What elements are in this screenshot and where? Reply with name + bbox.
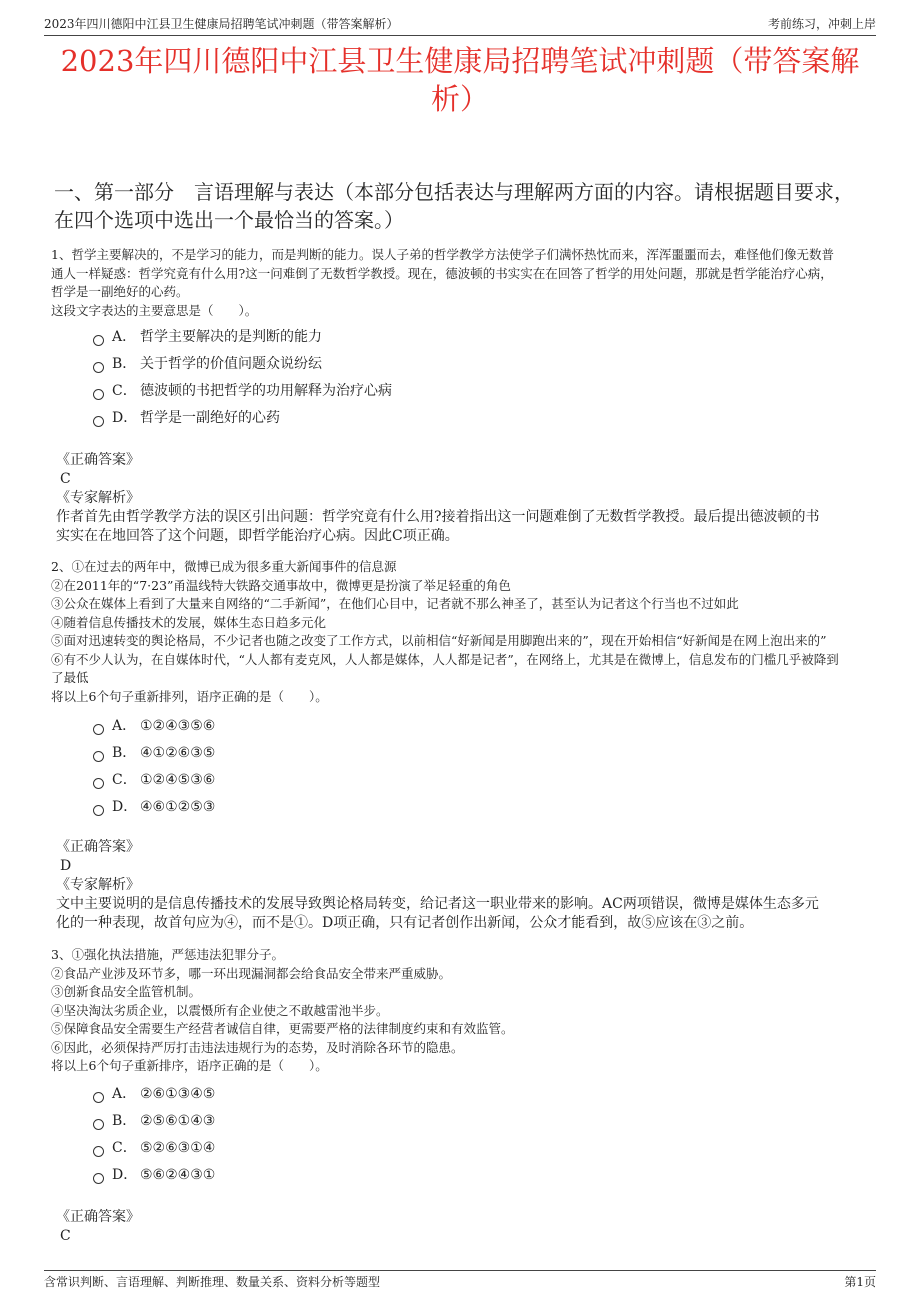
radio-icon[interactable] (93, 1146, 104, 1157)
q1-answer-block (56, 451, 868, 546)
radio-icon[interactable] (93, 335, 104, 346)
analysis-line: 实实在在地回答了这个问题，即哲学能治疗心病。因此C项正确。 (56, 528, 459, 544)
section-heading: 一、第一部分 言语理解与表达（本部分包括表达与理解两方面的内容。请根据题目要求，在四个选项中选出一个最恰当的答案。） (54, 180, 854, 232)
question-line: ②在2011年的“7·23”甬温线特大铁路交通事故中，微博更是扮演了举足轻重的角色 (51, 577, 511, 593)
q2-option-b[interactable]: B． ④①②⑥③⑤ (93, 744, 215, 762)
radio-icon[interactable] (93, 724, 104, 735)
radio-icon[interactable] (93, 805, 104, 816)
question-line: 通人一样疑惑：哲学究竟有什么用?这一问难倒了无数哲学教授。现在，德波顿的书实实在在回答了哲学的用处问题，那就是哲学能治疗心病， (51, 265, 833, 281)
q3-option-c[interactable]: C． ⑤②⑥③①④ (93, 1139, 215, 1157)
question-line: 将以上6个句子重新排序，语序正确的是（ ）。 (51, 1058, 328, 1073)
question-line: ④随着信息传播技术的发展，媒体生态日趋多元化 (51, 614, 327, 630)
answer-title: 《正确答案》 (56, 452, 140, 468)
answer-title: 《正确答案》 (56, 839, 140, 855)
question-line: 了最低 (51, 670, 89, 685)
header-title: 2023年四川德阳中江县卫生健康局招聘笔试冲刺题（带答案解析） (44, 17, 399, 31)
question-line: 哲学是一副绝好的心药。 (51, 284, 189, 299)
question-line: 3、①强化执法措施，严惩违法犯罪分子。 (51, 947, 284, 962)
answer-title: 《正确答案》 (56, 1209, 140, 1225)
q2-answer-block (56, 838, 868, 933)
page-footer (44, 1270, 876, 1295)
question-line: 将以上6个句子重新排列，语序正确的是（ ）。 (51, 688, 328, 704)
q3-option-d[interactable]: D． ⑤⑥②④③① (93, 1166, 215, 1184)
analysis-line: 作者首先由哲学教学方法的误区引出问题：哲学究竟有什么用?接着指出这一问题难倒了无数哲学教授。最后提出德波顿的书 (56, 509, 820, 525)
q3-answer-block (56, 1208, 868, 1246)
question-line: ④坚决淘汰劣质企业，以震慑所有企业使之不敢越雷池半步。 (51, 1002, 389, 1018)
question-line: 2、①在过去的两年中，微博已成为很多重大新闻事件的信息源 (51, 559, 397, 574)
radio-icon[interactable] (93, 362, 104, 373)
question-line: ⑥有不少人认为，在自媒体时代，“人人都有麦克风，人人都是媒体，人人都是记者”，在网络上，尤其是在微博上，信息发布的门槛几乎被降到 (51, 651, 839, 667)
analysis-line: 文中主要说明的是信息传播技术的发展导致舆论格局转变，给记者这一职业带来的影响。AC两项错误，微博是媒体生态多元 (56, 896, 819, 912)
question-line: ⑥因此，必须保持严厉打击违法违规行为的态势，及时消除各环节的隐患。 (51, 1039, 464, 1055)
page-number: 第1页 (844, 1275, 876, 1289)
analysis-line: 化的一种表现，故首句应为④，而不是①。D项正确，只有记者创作出新闻，公众才能看到，故⑤应该在③之前。 (56, 915, 754, 931)
answer-value: C (60, 1228, 71, 1244)
header-slogan: 考前练习，冲刺上岸 (767, 17, 876, 31)
radio-icon[interactable] (93, 751, 104, 762)
q1-option-b[interactable]: B． 关于哲学的价值问题众说纷纭 (93, 355, 322, 373)
q1-option-c[interactable]: C． 德波顿的书把哲学的功用解释为治疗心病 (93, 382, 392, 400)
question-line: 1、哲学主要解决的，不是学习的能力，而是判断的能力。误人子弟的哲学教学方法使学子们满怀热忱而来，浑浑噩噩而去，难怪他们像无数普 (51, 247, 834, 262)
analysis-title: 《专家解析》 (56, 490, 140, 506)
q2-option-d[interactable]: D． ④⑥①②⑤③ (93, 798, 215, 816)
q3-option-a[interactable]: A． ②⑥①③④⑤ (93, 1085, 215, 1103)
document-title: 2023年四川德阳中江县卫生健康局招聘笔试冲刺题（带答案解析） (60, 44, 860, 116)
question-line: 这段文字表达的主要意思是（ ）。 (51, 302, 258, 318)
analysis-title: 《专家解析》 (56, 877, 140, 893)
radio-icon[interactable] (93, 1092, 104, 1103)
radio-icon[interactable] (93, 1173, 104, 1184)
radio-icon[interactable] (93, 389, 104, 400)
question-line: ⑤保障食品安全需要生产经营者诚信自律，更需要严格的法律制度约束和有效监管。 (51, 1021, 514, 1036)
q2-option-c[interactable]: C． ①②④⑤③⑥ (93, 771, 215, 789)
page-header (44, 10, 876, 36)
question-line: ③公众在媒体上看到了大量来自网络的“二手新闻”，在他们心目中，记者就不那么神圣了，甚至认为记者这个行当也不过如此 (51, 596, 739, 611)
radio-icon[interactable] (93, 1119, 104, 1130)
radio-icon[interactable] (93, 778, 104, 789)
question-3-stem (51, 946, 868, 1076)
q3-option-b[interactable]: B． ②⑤⑥①④③ (93, 1112, 215, 1130)
q1-option-d[interactable]: D． 哲学是一副绝好的心药 (93, 409, 280, 427)
answer-value: C (60, 471, 71, 487)
radio-icon[interactable] (93, 416, 104, 427)
footer-topics: 含常识判断、言语理解、判断推理、数量关系、资料分析等题型 (44, 1275, 381, 1289)
question-2-stem (51, 558, 868, 706)
q2-option-a[interactable]: A． ①②④③⑤⑥ (93, 717, 215, 735)
question-line: ③创新食品安全监管机制。 (51, 984, 202, 999)
question-line: ②食品产业涉及环节多，哪一环出现漏洞都会给食品安全带来严重威胁。 (51, 965, 452, 981)
answer-value: D (60, 858, 72, 874)
question-line: ⑤面对迅速转变的舆论格局，不少记者也随之改变了工作方式，以前相信“好新闻是用脚跑出来的”，现在开始相信“好新闻是在网上泡出来的” (51, 633, 827, 648)
question-1-stem (51, 246, 868, 320)
q1-option-a[interactable]: A． 哲学主要解决的是判断的能力 (93, 328, 322, 346)
